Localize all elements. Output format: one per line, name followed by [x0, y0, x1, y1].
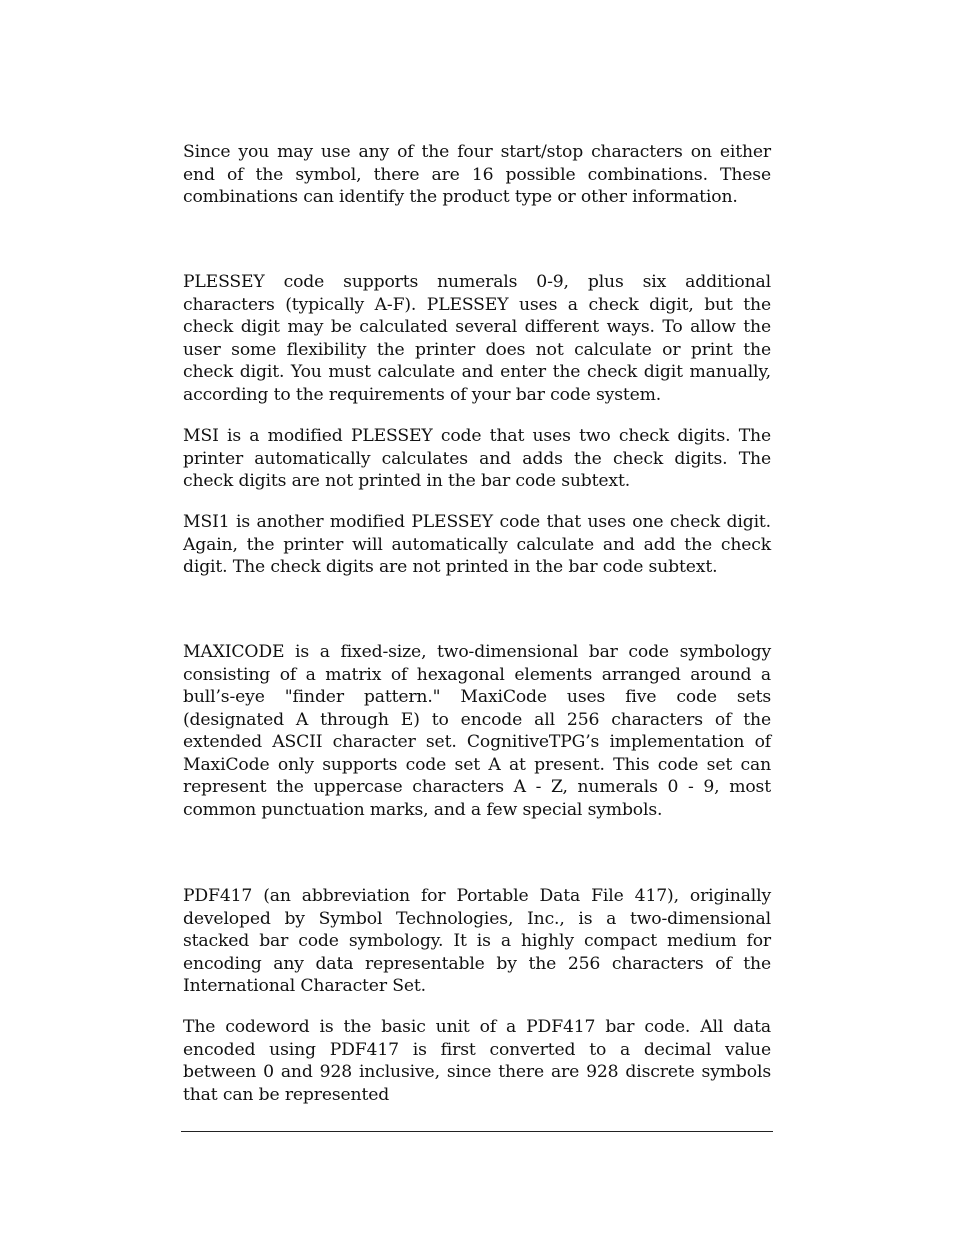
- paragraph-msi1: MSI1 is another modified PLESSEY code that uses one check digit. Again, the printer will automatically calculate and add the check digit. The check digits are not printed in the bar code subtext.: [183, 512, 771, 577]
- paragraph-maxicode: MAXICODE is a fixed-size, two-dimensional bar code symbology consisting of a matrix of hexagonal elements arranged around a bull’s-eye "finder pattern." MaxiCode uses five code sets (designated A through E) to encode all 256 characters of the extended ASCII character set. CognitiveTPG’s implementation of MaxiCode only supports code set A at present. This code set can represent the uppercase characters A - Z, numerals 0 - 9, most common punctuation marks, and a few special symbols.: [183, 642, 771, 820]
- paragraph-start-stop-combinations: Since you may use any of the four start/stop characters on either end of the symbol, there are 16 possible combinations. These combinations can identify the product type or other information.: [183, 142, 771, 207]
- footer-divider: [181, 1131, 773, 1132]
- paragraph-pdf417: PDF417 (an abbreviation for Portable Data File 417), originally developed by Symbol Technologies, Inc., is a two-dimensional stacked bar code symbology. It is a highly compact medium for encoding any data representable by the 256 characters of the International Character Set.: [183, 886, 771, 996]
- paragraph-msi: MSI is a modified PLESSEY code that uses two check digits. The printer automatically calculates and adds the check digits. The check digits are not printed in the bar code subtext.: [183, 426, 771, 491]
- paragraph-codeword: The codeword is the basic unit of a PDF417 bar code. All data encoded using PDF417 is first converted to a decimal value between 0 and 928 inclusive, since there are 928 discrete symbols that can be represented: [183, 1017, 771, 1105]
- paragraph-plessey: PLESSEY code supports numerals 0-9, plus six additional characters (typically A-F). PLESSEY uses a check digit, but the check digit may be calculated several different ways. To allow the user some flexibility the printer does not calculate or print the check digit. You must calculate and enter the check digit manually, according to the requirements of your bar code system.: [183, 272, 771, 405]
